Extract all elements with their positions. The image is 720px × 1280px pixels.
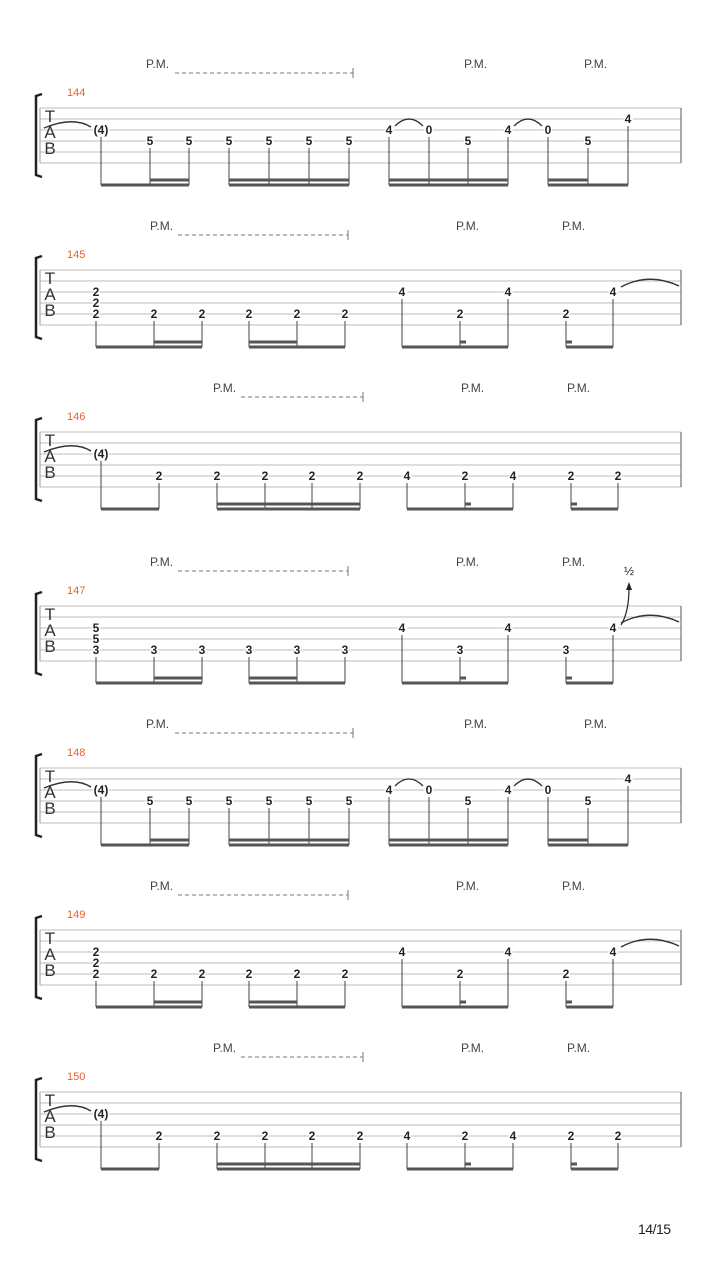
measure-number: 149 bbox=[67, 909, 86, 921]
palm-mute-label: P.M. bbox=[146, 57, 170, 71]
slur-arc bbox=[395, 779, 423, 786]
fret-number: 5 bbox=[305, 794, 313, 808]
palm-mute-label: P.M. bbox=[562, 879, 586, 893]
fret-number: 2 bbox=[155, 469, 163, 483]
tab-system bbox=[36, 1041, 681, 1169]
system-bracket bbox=[36, 94, 42, 177]
palm-mute-label: P.M. bbox=[584, 57, 608, 71]
tab-clef-letter: B bbox=[44, 799, 56, 818]
tab-clef-letter: B bbox=[44, 1123, 56, 1142]
measure-number: 147 bbox=[67, 585, 86, 597]
fret-number: 5 bbox=[225, 794, 233, 808]
palm-mute-label: P.M. bbox=[464, 717, 488, 731]
palm-mute-label: P.M. bbox=[456, 219, 480, 233]
fret-number: 4 bbox=[504, 783, 512, 797]
tab-clef-letter: A bbox=[44, 447, 56, 466]
fret-number: 2 bbox=[461, 1129, 469, 1143]
fret-number: 2 bbox=[293, 307, 301, 321]
fret-number: 3 bbox=[293, 643, 301, 657]
system-bracket bbox=[36, 418, 42, 501]
system-bracket bbox=[36, 1078, 42, 1161]
fret-number: 5 bbox=[265, 794, 273, 808]
fret-number: 4 bbox=[398, 285, 406, 299]
tab-clef-letter: B bbox=[44, 637, 56, 656]
fret-number: 3 bbox=[150, 643, 158, 657]
page-number: 14/15 bbox=[638, 1221, 671, 1237]
tab-system bbox=[36, 219, 681, 347]
fret-number: 3 bbox=[456, 643, 464, 657]
palm-mute-label: P.M. bbox=[456, 555, 480, 569]
tab-clef-letter: A bbox=[44, 285, 56, 304]
fret-number: 4 bbox=[609, 621, 617, 635]
tab-clef-letter: B bbox=[44, 961, 56, 980]
tab-clef-letter: A bbox=[44, 1107, 56, 1126]
fret-number: 4 bbox=[624, 112, 632, 126]
fret-number: 3 bbox=[562, 643, 570, 657]
fret-number: 2 bbox=[92, 296, 100, 310]
fret-number: 4 bbox=[609, 285, 617, 299]
tie-arc bbox=[621, 939, 679, 947]
tab-clef-letter: A bbox=[44, 123, 56, 142]
fret-number: 5 bbox=[185, 134, 193, 148]
palm-mute-label: P.M. bbox=[150, 555, 174, 569]
fret-number: 4 bbox=[403, 469, 411, 483]
fret-number: (4) bbox=[93, 1107, 109, 1121]
palm-mute-label: P.M. bbox=[146, 717, 170, 731]
palm-mute-label: P.M. bbox=[562, 555, 586, 569]
fret-number: 4 bbox=[509, 469, 517, 483]
fret-number: 4 bbox=[504, 285, 512, 299]
tie-arc bbox=[621, 615, 679, 623]
fret-number: 2 bbox=[456, 307, 464, 321]
palm-mute-label: P.M. bbox=[584, 717, 608, 731]
fret-number: 2 bbox=[150, 307, 158, 321]
fret-number: 2 bbox=[92, 307, 100, 321]
tab-system bbox=[36, 555, 681, 683]
fret-number: 2 bbox=[308, 469, 316, 483]
fret-number: 2 bbox=[213, 469, 221, 483]
fret-number: 5 bbox=[92, 621, 100, 635]
fret-number: 2 bbox=[198, 967, 206, 981]
fret-number: 2 bbox=[308, 1129, 316, 1143]
fret-number: 5 bbox=[345, 794, 353, 808]
measure-number: 150 bbox=[67, 1071, 86, 1083]
fret-number: 4 bbox=[398, 945, 406, 959]
fret-number: (4) bbox=[93, 447, 109, 461]
fret-number: 0 bbox=[425, 783, 433, 797]
fret-number: 2 bbox=[562, 967, 570, 981]
palm-mute-label: P.M. bbox=[456, 879, 480, 893]
tab-clef-letter: T bbox=[44, 107, 56, 126]
fret-number: 4 bbox=[609, 945, 617, 959]
palm-mute-label: P.M. bbox=[150, 879, 174, 893]
palm-mute-label: P.M. bbox=[562, 219, 586, 233]
slur-arc bbox=[395, 119, 423, 126]
palm-mute-label: P.M. bbox=[461, 1041, 485, 1055]
palm-mute-label: P.M. bbox=[213, 381, 237, 395]
fret-number: 0 bbox=[425, 123, 433, 137]
system-bracket bbox=[36, 754, 42, 837]
fret-number: 2 bbox=[614, 1129, 622, 1143]
fret-number: 2 bbox=[567, 1129, 575, 1143]
measure-number: 144 bbox=[67, 87, 86, 99]
measure-number: 146 bbox=[67, 411, 86, 423]
fret-number: 2 bbox=[356, 1129, 364, 1143]
fret-number: 2 bbox=[356, 469, 364, 483]
fret-number: 2 bbox=[341, 967, 349, 981]
slur-arc bbox=[514, 119, 542, 126]
palm-mute-label: P.M. bbox=[461, 381, 485, 395]
tab-clef-letter: T bbox=[44, 929, 56, 948]
fret-number: 2 bbox=[198, 307, 206, 321]
fret-number: 0 bbox=[544, 783, 552, 797]
fret-number: 2 bbox=[155, 1129, 163, 1143]
fret-number: 4 bbox=[403, 1129, 411, 1143]
bend-arrowhead bbox=[626, 582, 632, 590]
fret-number: 4 bbox=[504, 621, 512, 635]
tab-clef-letter: T bbox=[44, 431, 56, 450]
fret-number: 2 bbox=[150, 967, 158, 981]
tab-clef-letter: A bbox=[44, 945, 56, 964]
fret-number: 5 bbox=[225, 134, 233, 148]
fret-number: 2 bbox=[213, 1129, 221, 1143]
tie-arc bbox=[621, 279, 679, 287]
fret-number: (4) bbox=[93, 123, 109, 137]
fret-number: 5 bbox=[185, 794, 193, 808]
fret-number: 2 bbox=[567, 469, 575, 483]
fret-number: (4) bbox=[93, 783, 109, 797]
measure-number: 145 bbox=[67, 249, 86, 261]
fret-number: 2 bbox=[341, 307, 349, 321]
fret-number: 4 bbox=[385, 783, 393, 797]
fret-number: 2 bbox=[92, 945, 100, 959]
fret-number: 3 bbox=[245, 643, 253, 657]
fret-number: 3 bbox=[92, 643, 100, 657]
bend-amount: ½ bbox=[623, 564, 635, 578]
fret-number: 4 bbox=[509, 1129, 517, 1143]
fret-number: 2 bbox=[562, 307, 570, 321]
fret-number: 5 bbox=[265, 134, 273, 148]
fret-number: 2 bbox=[456, 967, 464, 981]
palm-mute-label: P.M. bbox=[213, 1041, 237, 1055]
palm-mute-label: P.M. bbox=[567, 381, 591, 395]
tab-system bbox=[36, 717, 681, 845]
palm-mute-label: P.M. bbox=[567, 1041, 591, 1055]
fret-number: 3 bbox=[341, 643, 349, 657]
tab-clef-letter: T bbox=[44, 1091, 56, 1110]
fret-number: 5 bbox=[146, 794, 154, 808]
tab-clef-letter: A bbox=[44, 783, 56, 802]
slur-arc bbox=[514, 779, 542, 786]
fret-number: 2 bbox=[461, 469, 469, 483]
fret-number: 5 bbox=[464, 134, 472, 148]
fret-number: 2 bbox=[92, 967, 100, 981]
measure-number: 148 bbox=[67, 747, 86, 759]
fret-number: 0 bbox=[544, 123, 552, 137]
fret-number: 5 bbox=[584, 794, 592, 808]
tab-system bbox=[36, 879, 681, 1007]
fret-number: 2 bbox=[245, 967, 253, 981]
tab-clef-letter: B bbox=[44, 301, 56, 320]
fret-number: 2 bbox=[92, 956, 100, 970]
fret-number: 2 bbox=[261, 469, 269, 483]
fret-number: 5 bbox=[92, 632, 100, 646]
system-bracket bbox=[36, 256, 42, 339]
tab-system bbox=[36, 381, 681, 509]
fret-number: 4 bbox=[624, 772, 632, 786]
tab-clef-letter: A bbox=[44, 621, 56, 640]
fret-number: 5 bbox=[305, 134, 313, 148]
tab-clef-letter: B bbox=[44, 139, 56, 158]
fret-number: 5 bbox=[345, 134, 353, 148]
fret-number: 5 bbox=[464, 794, 472, 808]
fret-number: 3 bbox=[198, 643, 206, 657]
fret-number: 2 bbox=[261, 1129, 269, 1143]
fret-number: 4 bbox=[385, 123, 393, 137]
fret-number: 5 bbox=[584, 134, 592, 148]
fret-number: 2 bbox=[293, 967, 301, 981]
fret-number: 2 bbox=[614, 469, 622, 483]
palm-mute-label: P.M. bbox=[150, 219, 174, 233]
fret-number: 2 bbox=[245, 307, 253, 321]
fret-number: 4 bbox=[504, 123, 512, 137]
fret-number: 5 bbox=[146, 134, 154, 148]
fret-number: 4 bbox=[504, 945, 512, 959]
fret-number: 2 bbox=[92, 285, 100, 299]
tab-clef-letter: T bbox=[44, 767, 56, 786]
fret-number: 4 bbox=[398, 621, 406, 635]
tab-clef-letter: B bbox=[44, 463, 56, 482]
system-bracket bbox=[36, 592, 42, 675]
tab-clef-letter: T bbox=[44, 605, 56, 624]
tab-clef-letter: T bbox=[44, 269, 56, 288]
system-bracket bbox=[36, 916, 42, 999]
palm-mute-label: P.M. bbox=[464, 57, 488, 71]
tab-system bbox=[36, 57, 681, 185]
